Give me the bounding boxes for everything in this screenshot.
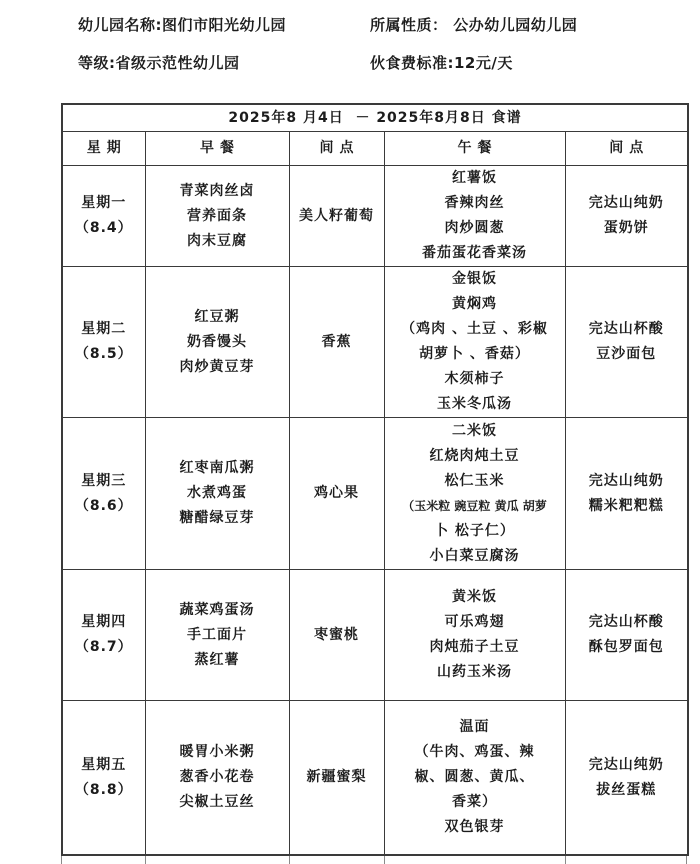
menu-line: 肉炒圆葱 bbox=[444, 220, 505, 236]
menu-line: 胡萝卜 、香菇） bbox=[419, 346, 530, 362]
menu-line: 番茄蛋花香菜汤 bbox=[422, 245, 527, 261]
col-header-snack-am: 间点 bbox=[289, 132, 384, 166]
menu-line: 完达山纯奶 bbox=[588, 756, 664, 773]
menu-line: 红豆粥 bbox=[194, 308, 240, 325]
menu-line: 黄米饭 bbox=[452, 589, 497, 605]
lunch-cell bbox=[384, 166, 565, 267]
menu-line: 山药玉米汤 bbox=[437, 664, 512, 680]
afternoon-snack-cell bbox=[565, 701, 688, 856]
menu-line: 蒸红薯 bbox=[194, 651, 240, 668]
morning-snack-cell bbox=[289, 701, 384, 856]
menu-row-thursday bbox=[62, 570, 688, 701]
menu-line: 糯米粑粑糕 bbox=[588, 497, 664, 514]
table-title-row bbox=[62, 104, 688, 132]
kindergarten-name-label: 幼儿园名称:图们市阳光幼儿园 bbox=[78, 16, 286, 34]
menu-line: 尖椒土豆丝 bbox=[179, 794, 255, 810]
date-label: （8.4） bbox=[74, 220, 133, 236]
morning-snack-cell bbox=[289, 570, 384, 701]
grade-label: 等级:省级示范性幼儿园 bbox=[78, 54, 240, 72]
menu-line: 香蕉 bbox=[321, 333, 352, 350]
lunch-cell bbox=[384, 418, 565, 570]
menu-line: 青菜肉丝卤 bbox=[179, 182, 255, 199]
day-label: 星期五 bbox=[81, 756, 127, 773]
date-label: （8.8） bbox=[74, 781, 133, 798]
breakfast-cell bbox=[145, 166, 289, 267]
menu-line: 新疆蜜梨 bbox=[306, 769, 367, 785]
menu-line: 肉炖茄子土豆 bbox=[429, 639, 520, 655]
menu-line: 卜 松子仁） bbox=[434, 522, 515, 539]
morning-snack-cell bbox=[289, 267, 384, 418]
menu-line: 小白菜豆腐汤 bbox=[429, 547, 520, 564]
col-header-day: 星期 bbox=[62, 132, 145, 166]
menu-line: 手工面片 bbox=[187, 626, 247, 643]
menu-line: 奶香馒头 bbox=[187, 333, 247, 350]
menu-line: 可乐鸡翅 bbox=[444, 614, 505, 630]
lunch-cell bbox=[384, 267, 565, 418]
table-header-row bbox=[62, 132, 688, 166]
meal-fee-label: 伙食费标准:12元/天 bbox=[370, 54, 513, 72]
table-border-continuation bbox=[145, 856, 146, 864]
menu-line: 二米饭 bbox=[452, 422, 497, 439]
breakfast-cell bbox=[145, 570, 289, 701]
date-label: （8.5） bbox=[74, 346, 133, 362]
menu-line: 肉末豆腐 bbox=[187, 232, 247, 249]
menu-line: （鸡肉 、土豆 、彩椒 bbox=[401, 321, 548, 337]
menu-row-wednesday bbox=[62, 418, 688, 570]
day-cell bbox=[62, 570, 145, 701]
table-border-continuation bbox=[565, 856, 566, 864]
affiliation-label: 所属性质： 公办幼儿园幼儿园 bbox=[370, 16, 578, 34]
menu-line: 酥包罗面包 bbox=[588, 639, 664, 655]
menu-line: 木须柿子 bbox=[444, 371, 505, 387]
menu-line: 玉米冬瓜汤 bbox=[437, 396, 512, 412]
table-border-continuation bbox=[384, 856, 385, 864]
menu-line: 拔丝蛋糕 bbox=[596, 781, 657, 798]
menu-line: 香辣肉丝 bbox=[444, 195, 505, 211]
menu-line: 红枣南瓜粥 bbox=[179, 460, 255, 476]
morning-snack-cell bbox=[289, 166, 384, 267]
menu-row-tuesday bbox=[62, 267, 688, 418]
menu-line: 香菜） bbox=[452, 794, 497, 810]
breakfast-cell bbox=[145, 267, 289, 418]
day-label: 星期四 bbox=[81, 614, 127, 630]
col-header-lunch: 午餐 bbox=[384, 132, 565, 166]
menu-line: 完达山纯奶 bbox=[588, 195, 664, 211]
menu-line: 金银饭 bbox=[452, 271, 497, 287]
table-border-continuation bbox=[289, 856, 290, 864]
menu-row-friday bbox=[62, 701, 688, 856]
afternoon-snack-cell bbox=[565, 267, 688, 418]
menu-line: 蛋奶饼 bbox=[603, 220, 649, 236]
menu-line: 水煮鸡蛋 bbox=[187, 485, 247, 501]
breakfast-cell bbox=[145, 701, 289, 856]
menu-line: 双色银芽 bbox=[444, 819, 505, 835]
menu-line: 肉炒黄豆芽 bbox=[179, 358, 255, 375]
day-cell bbox=[62, 701, 145, 856]
menu-line: 温面 bbox=[459, 719, 490, 735]
menu-line: 松仁玉米 bbox=[444, 472, 505, 489]
table-border-continuation bbox=[61, 856, 62, 864]
menu-line: （牛肉、鸡蛋、辣 bbox=[414, 744, 535, 760]
menu-line: 糖醋绿豆芽 bbox=[179, 510, 255, 526]
morning-snack-cell bbox=[289, 418, 384, 570]
menu-line: 红薯饭 bbox=[452, 170, 497, 186]
lunch-cell bbox=[384, 570, 565, 701]
menu-line: 黄焖鸡 bbox=[452, 296, 497, 312]
menu-line: 红烧肉炖土豆 bbox=[429, 447, 520, 464]
weekly-menu-table bbox=[61, 103, 689, 856]
afternoon-snack-cell bbox=[565, 418, 688, 570]
afternoon-snack-cell bbox=[565, 570, 688, 701]
menu-line: （玉米粒 豌豆粒 黄瓜 胡萝 bbox=[402, 498, 547, 513]
menu-line: 完达山纯奶 bbox=[588, 472, 664, 489]
table-border-continuation bbox=[686, 856, 687, 864]
table-title: 2025年8 月4日 － 2025年8月8日 食谱 bbox=[62, 104, 688, 132]
menu-row-monday bbox=[62, 166, 688, 267]
breakfast-cell bbox=[145, 418, 289, 570]
lunch-cell bbox=[384, 701, 565, 856]
date-label: （8.7） bbox=[74, 639, 133, 655]
menu-line: 葱香小花卷 bbox=[179, 769, 255, 785]
menu-line: 营养面条 bbox=[187, 207, 247, 224]
day-label: 星期二 bbox=[81, 321, 127, 337]
menu-line: 鸡心果 bbox=[314, 485, 359, 501]
day-cell bbox=[62, 418, 145, 570]
menu-line: 枣蜜桃 bbox=[314, 626, 359, 643]
date-label: （8.6） bbox=[74, 497, 133, 514]
menu-line: 完达山杯酸 bbox=[588, 614, 664, 630]
menu-line: 豆沙面包 bbox=[596, 346, 657, 362]
menu-line: 蔬菜鸡蛋汤 bbox=[179, 601, 255, 618]
day-label: 星期三 bbox=[81, 472, 127, 489]
menu-line: 美人籽葡萄 bbox=[299, 207, 374, 224]
menu-line: 暖胃小米粥 bbox=[179, 744, 255, 760]
col-header-breakfast: 早餐 bbox=[145, 132, 289, 166]
menu-line: 完达山杯酸 bbox=[588, 321, 664, 337]
afternoon-snack-cell bbox=[565, 166, 688, 267]
day-cell bbox=[62, 267, 145, 418]
menu-line: 椒、圆葱、黄瓜、 bbox=[414, 769, 535, 785]
day-label: 星期一 bbox=[81, 195, 127, 211]
col-header-snack-pm: 间点 bbox=[565, 132, 688, 166]
day-cell bbox=[62, 166, 145, 267]
